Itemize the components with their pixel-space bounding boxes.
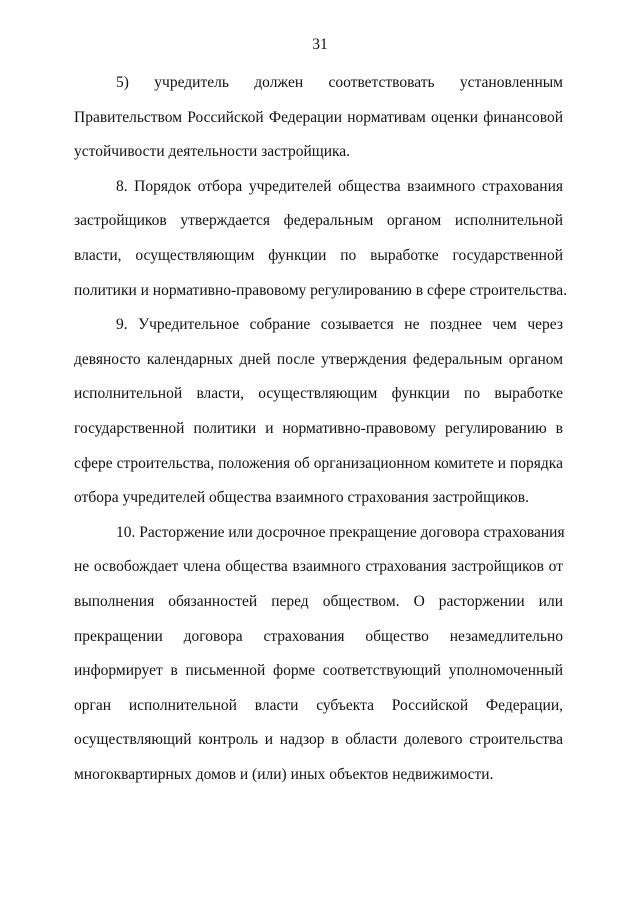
text-line: 9. Учредительное собрание созывается не позднее чем через xyxy=(116,316,563,334)
text-line: девяносто календарных дней после утверждения федеральным органом xyxy=(74,350,563,368)
text-line: отбора учредителей общества взаимного страхования застройщиков. xyxy=(74,489,530,507)
text-line: информирует в письменной форме соответствующий уполномоченный xyxy=(74,662,563,680)
paragraph-9 xyxy=(74,308,563,516)
text-line: не освобождает члена общества взаимного страхования застройщиков от xyxy=(74,558,563,576)
text-line: государственной политики и нормативно-правовому регулированию в xyxy=(74,419,563,437)
text-line: политики и нормативно-правовому регулированию в сфере строительства. xyxy=(74,281,568,299)
text-line: прекращении договора страхования общество незамедлительно xyxy=(74,627,563,645)
document-body xyxy=(74,66,568,792)
text-line: исполнительной власти, осуществляющим функции по выработке xyxy=(74,385,563,403)
text-line: застройщиков утверждается федеральным органом исполнительной xyxy=(74,212,563,230)
text-line: устойчивости деятельности застройщика. xyxy=(74,143,351,161)
text-line: сфере строительства, положения об организационном комитете и порядка xyxy=(74,454,563,472)
text-line: орган исполнительной власти субъекта Российской Федерации, xyxy=(74,696,563,714)
text-line: многоквартирных домов и (или) иных объектов недвижимости. xyxy=(74,765,494,783)
paragraph-item-5 xyxy=(74,66,563,170)
text-line: 8. Порядок отбора учредителей общества взаимного страхования xyxy=(116,177,563,195)
text-line: 5) учредитель должен соответствовать установленным xyxy=(116,74,563,91)
text-line: власти, осуществляющим функции по выработке государственной xyxy=(74,246,563,264)
paragraph-10 xyxy=(74,516,563,793)
text-line: выполнения обязанностей перед обществом. О расторжении или xyxy=(74,592,563,610)
text-line: осуществляющий контроль и надзор в области долевого строительства xyxy=(74,731,563,749)
text-line: Правительством Российской Федерации нормативам оценки финансовой xyxy=(74,108,563,126)
paragraph-8 xyxy=(74,170,568,308)
text-line: 10. Расторжение или досрочное прекращение договора страхования xyxy=(116,523,565,541)
page-number: 31 xyxy=(312,36,328,53)
